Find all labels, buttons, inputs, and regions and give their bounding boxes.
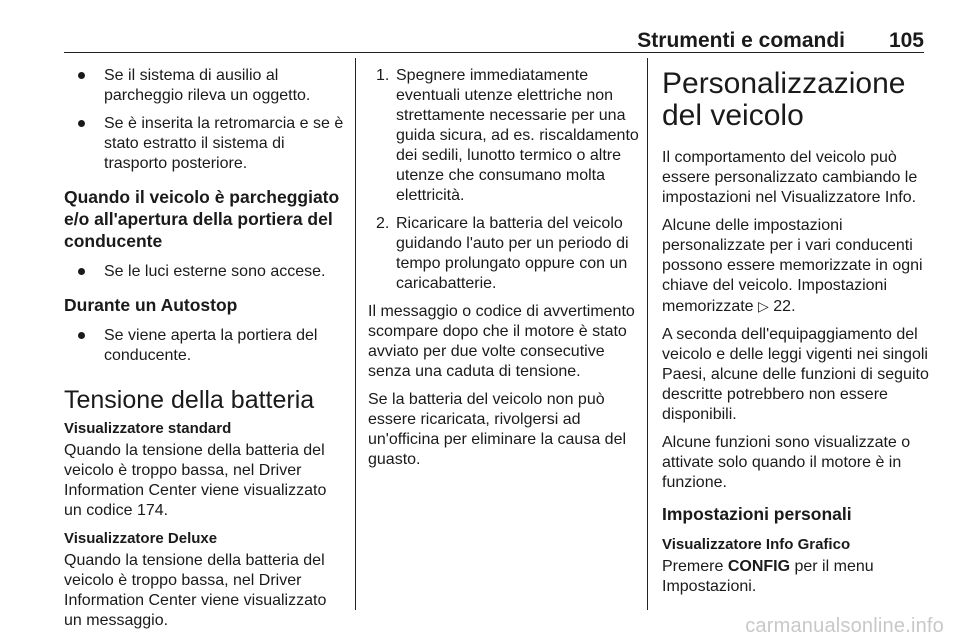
list-item: Se viene aperta la portiera del conducente. [64,326,346,366]
paragraph-text: per il menu Impostazioni. [662,558,874,595]
subheading-graphic-display: Visualizzatore Info Grafico [662,536,851,553]
column-1 [64,58,346,639]
heading-battery-voltage: Tensione della batteria [64,386,315,414]
paragraph-text: Alcune delle impostazioni personalizzate per i vari conducenti possono essere memorizzate in ogni chiave del veicolo. Impostazioni memorizzate [662,217,923,315]
config-key-label: CONFIG [727,558,791,575]
list-item: Se le luci esterne sono accese. [64,262,346,282]
list-item [368,214,640,294]
paragraph-deluxe: Quando la tensione della batteria del veicolo è troppo bassa, nel Driver Information Center viene visualizzato un messaggio. [64,552,327,629]
step-text: Spegnere immediatamente eventuali utenze elettriche non strettamente necessarie per una guida sicura, ad es. riscaldamento dei sedili, lunotto termico o altre utenze che consumano molta elettricità. [396,67,639,204]
numbered-steps [368,66,640,294]
bullet-list-parked [64,262,346,282]
heading-parked: Quando il veicolo è parcheggiato e/o all'apertura della portiera del conducente [64,187,340,251]
step-number: 2. [376,215,390,232]
step-text: Ricaricare la batteria del veicolo guidando l'auto per un periodo di tempo prolungato oppure con un caricabatterie. [396,215,629,292]
step-number: 1. [376,67,390,84]
paragraph-standard: Quando la tensione della batteria del veicolo è troppo bassa, nel Driver Information Center viene visualizzato un codice 174. [64,442,327,519]
list-item: Se è inserita la retromarcia e se è stato estratto il sistema di trasporto posteriore. [64,114,346,174]
heading-autostop: Durante un Autostop [64,295,238,315]
paragraph-config [662,557,932,597]
column-divider-2 [647,58,648,610]
paragraph-workshop: Se la batteria del veicolo non può essere ricaricata, rivolgersi ad un'officina per eliminare la causa del guasto. [368,391,627,468]
column-2 [368,58,640,478]
page-number: 105 [888,29,924,52]
paragraph-warning-message: Il messaggio o codice di avvertimento scompare dopo che il motore è stato avviato per due volte consecutive senza una caduta di tensione. [368,303,635,380]
subheading-deluxe-display: Visualizzatore Deluxe [64,530,218,547]
paragraph-text: Premere [662,558,724,575]
cross-reference-page[interactable]: 22. [773,298,796,315]
list-item [368,66,640,206]
subheading-standard-display: Visualizzatore standard [64,420,232,437]
header-rule [64,52,924,53]
running-header-title: Strumenti e comandi [637,29,845,52]
paragraph-intro: Il comportamento del veicolo può essere personalizzato cambiando le impostazioni nel Visualizzatore Info. [662,149,918,206]
paragraph-engine-running: Alcune funzioni sono visualizzate o attivate solo quando il motore è in funzione. [662,434,911,491]
column-3 [662,58,932,605]
arrow-right-outline-icon: ▷ [758,298,769,314]
heading-vehicle-personalization: Personalizzazione del veicolo [662,67,906,132]
paragraph-memorized-settings [662,216,932,317]
heading-personal-settings: Impostazioni personali [662,504,852,524]
watermark: carmanualsonline.info [745,615,944,637]
bullet-list-autostop [64,326,346,366]
paragraph-equipment: A seconda dell'equipaggiamento del veicolo e delle leggi vigenti nei singoli Paesi, alcune delle funzioni di seguito descritte potrebbero non essere disponibili. [662,326,929,423]
column-divider-1 [355,58,356,610]
list-item: Se il sistema di ausilio al parcheggio rileva un oggetto. [64,66,346,106]
bullet-list-top [64,66,346,174]
